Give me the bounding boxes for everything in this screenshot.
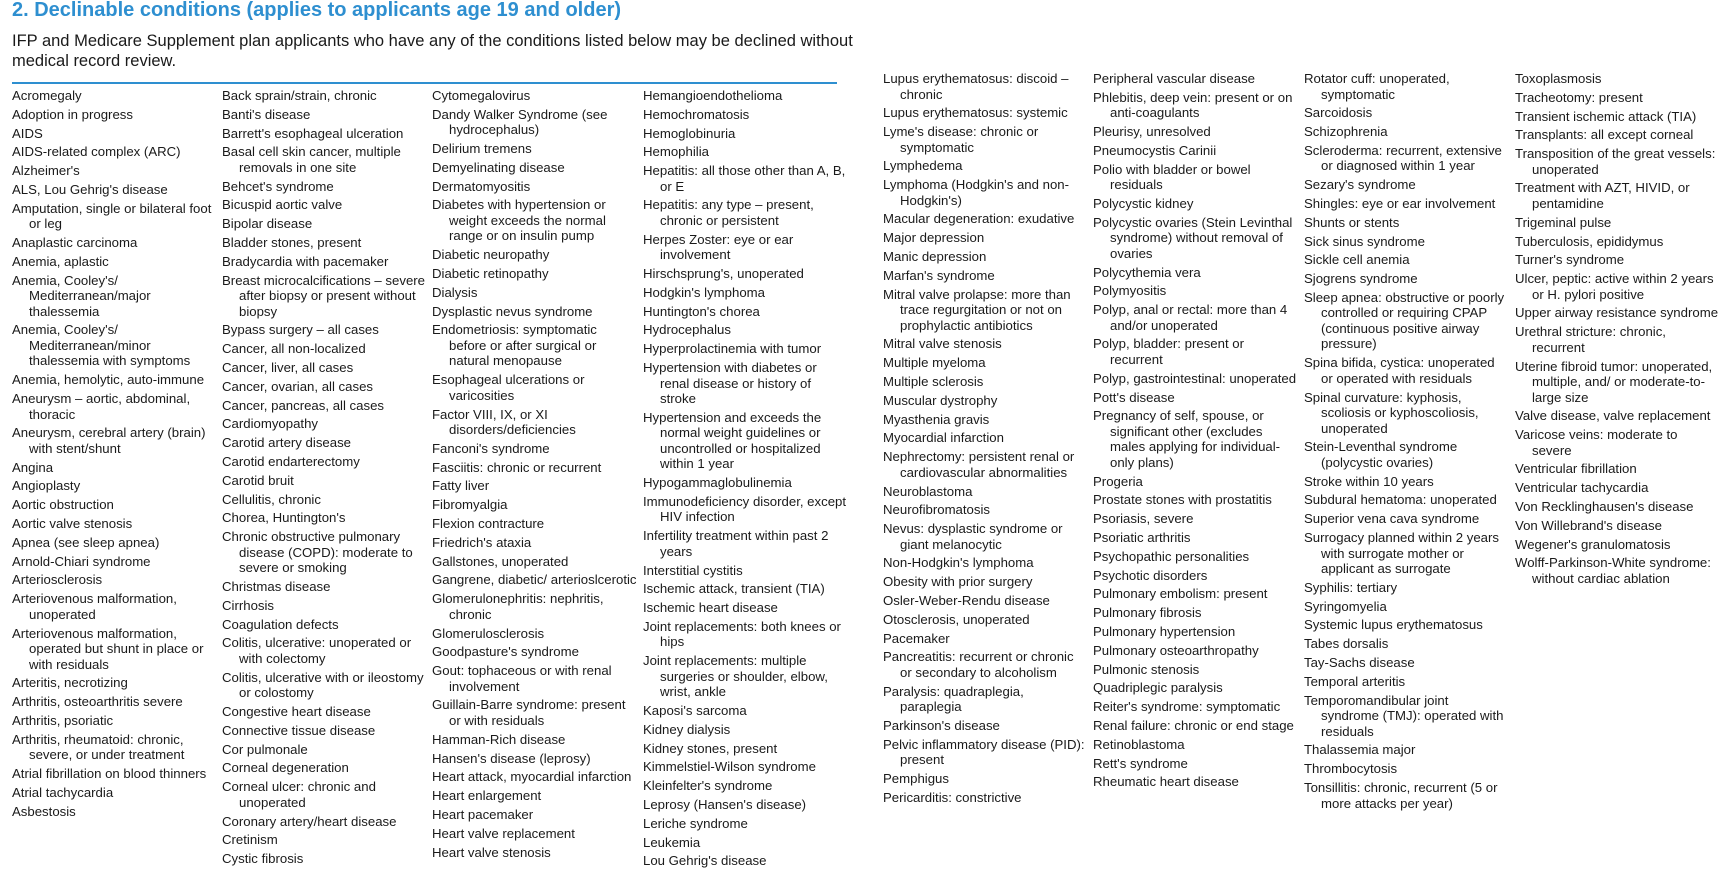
condition-item: Multiple sclerosis [883, 374, 984, 390]
condition-item: Arthritis, psoriatic [12, 712, 114, 728]
condition-item: Pelvic inflammatory disease (PID): present [883, 736, 1085, 768]
condition-item: Surrogacy planned within 2 years with surrogate mother or applicant as surrogate [1304, 530, 1499, 577]
condition-item: Hemangioendothelioma [643, 88, 783, 103]
conditions-column-5 [883, 71, 1088, 809]
condition-item: Gallstones, unoperated [432, 553, 569, 569]
condition-item: Kimmelstiel-Wilson syndrome [643, 759, 816, 775]
condition-item: Coagulation defects [222, 616, 339, 632]
condition-item: Obesity with prior surgery [883, 574, 1033, 590]
condition-item: Spinal curvature: kyphosis, scoliosis or kyphoscoliosis, unoperated [1304, 389, 1479, 436]
condition-item: Polyp, gastrointestinal: unoperated [1093, 370, 1297, 386]
condition-item: Arteritis, necrotizing [12, 675, 128, 691]
condition-item: AIDS-related complex (ARC) [12, 144, 181, 160]
condition-item: Von Recklinghausen's disease [1515, 499, 1694, 515]
condition-item: Retinoblastoma [1093, 736, 1185, 752]
condition-item: Hypertension with diabetes or renal disease or history of stroke [643, 360, 817, 407]
condition-item: Anemia, aplastic [12, 253, 109, 269]
condition-item: Hamman-Rich disease [432, 731, 566, 747]
condition-item: Bicuspid aortic valve [222, 197, 343, 213]
condition-item: Rett's syndrome [1093, 755, 1188, 771]
condition-item: Mitral valve stenosis [883, 336, 1002, 352]
condition-item: Friedrich's ataxia [432, 534, 532, 550]
condition-item: Pregnancy of self, spouse, or significant other (excludes males applying for individual-only plans) [1093, 408, 1281, 470]
condition-item: Varicose veins: moderate to severe [1515, 427, 1678, 458]
condition-item: Aneurysm – aortic, abdominal, thoracic [12, 391, 191, 422]
condition-item: Myocardial infarction [883, 430, 1004, 446]
condition-item: Bypass surgery – all cases [222, 322, 379, 338]
condition-item: Gout: tophaceous or with renal involvement [432, 663, 612, 694]
condition-item: Neuroblastoma [883, 483, 973, 499]
conditions-column-6 [1093, 71, 1298, 793]
condition-item: Polymyositis [1093, 283, 1167, 299]
condition-item: Kaposi's sarcoma [643, 703, 747, 719]
condition-item: Turner's syndrome [1515, 252, 1625, 268]
condition-item: Kidney dialysis [643, 721, 731, 737]
condition-item: Von Willebrand's disease [1515, 517, 1662, 533]
condition-item: Chronic obstructive pulmonary disease (COPD): moderate to severe or smoking [222, 529, 413, 576]
condition-item: Pneumocystis Carinii [1093, 142, 1217, 158]
condition-item: Cancer, liver, all cases [222, 360, 354, 376]
condition-item: Leriche syndrome [643, 815, 748, 831]
condition-item: Cellulitis, chronic [222, 491, 321, 507]
condition-item: Progeria [1093, 473, 1143, 489]
condition-item: Demyelinating disease [432, 159, 565, 175]
condition-item: Joint replacements: both knees or hips [643, 618, 841, 650]
condition-item: Pulmonary hypertension [1093, 624, 1236, 640]
condition-item: Ventricular fibrillation [1515, 461, 1637, 477]
condition-item: Nevus: dysplastic syndrome or giant melanocytic [883, 521, 1063, 552]
condition-item: Tay-Sachs disease [1304, 655, 1415, 671]
condition-item: Paralysis: quadraplegia, paraplegia [883, 683, 1024, 715]
condition-item: Cor pulmonale [222, 741, 308, 757]
condition-item: Anemia, Cooley's/ Mediterranean/major thalessemia [12, 272, 151, 319]
condition-item: Tuberculosis, epididymus [1515, 233, 1664, 249]
condition-item: Marfan's syndrome [883, 267, 995, 283]
condition-item: Spina bifida, cystica: unoperated or operated with residuals [1304, 355, 1495, 386]
condition-item: Pulmonic stenosis [1093, 661, 1200, 677]
condition-item: Hansen's disease (leprosy) [432, 750, 591, 766]
condition-item: Infertility treatment within past 2 years [643, 528, 829, 559]
condition-item: Transient ischemic attack (TIA) [1515, 108, 1697, 124]
condition-item: Psoriasis, severe [1093, 511, 1194, 527]
condition-item: Scleroderma: recurrent, extensive or diagnosed within 1 year [1304, 142, 1502, 174]
condition-item: Bladder stones, present [222, 235, 362, 251]
condition-item: Carotid endarterectomy [222, 454, 360, 470]
condition-item: Phlebitis, deep vein: present or on anti-coagulants [1093, 89, 1293, 121]
condition-item: Psoriatic arthritis [1093, 530, 1191, 546]
condition-item: Anaplastic carcinoma [12, 235, 138, 251]
condition-item: Colitis, ulcerative: unoperated or with colectomy [222, 635, 412, 666]
condition-item: Colitis, ulcerative with or ileostomy or colostomy [222, 669, 424, 701]
condition-item: Polycystic ovaries (Stein Levinthal syndrome) without removal of ovaries [1093, 214, 1293, 261]
condition-item: Tracheotomy: present [1515, 89, 1643, 105]
condition-item: Hepatitis: any type – present, chronic or persistent [643, 197, 814, 228]
condition-item: Coronary artery/heart disease [222, 813, 397, 829]
condition-item: Fibromyalgia [432, 497, 508, 513]
condition-item: Arteriovenous malformation, operated but shunt in place or with residuals [12, 625, 204, 672]
condition-item: Tabes dorsalis [1304, 636, 1389, 652]
condition-item: Cancer, ovarian, all cases [222, 378, 373, 394]
condition-item: Guillain-Barre syndrome: present or with residuals [432, 697, 626, 728]
condition-item: Bradycardia with pacemaker [222, 253, 389, 269]
condition-item: Dialysis [432, 284, 478, 300]
condition-item: Aortic valve stenosis [12, 516, 133, 532]
condition-item: Fasciitis: chronic or recurrent [432, 459, 602, 475]
condition-item: Stein-Leventhal syndrome (polycystic ovaries) [1304, 439, 1458, 470]
condition-item: Sleep apnea: obstructive or poorly controlled or requiring CPAP (continuous positive airway pressure) [1304, 289, 1505, 352]
condition-item: Polyp, anal or rectal: more than 4 and/or unoperated [1093, 302, 1288, 333]
condition-item: Polyp, bladder: present or recurrent [1093, 336, 1245, 367]
conditions-column-2 [222, 88, 427, 870]
condition-item: Syringomyelia [1304, 598, 1387, 614]
condition-item: Carotid artery disease [222, 435, 352, 451]
condition-item: Superior vena cava syndrome [1304, 511, 1480, 527]
condition-item: Anemia, hemolytic, auto-immune [12, 372, 205, 388]
condition-item: Apnea (see sleep apnea) [12, 534, 160, 550]
condition-item: Lou Gehrig's disease [643, 853, 767, 869]
condition-item: Heart pacemaker [432, 806, 534, 822]
condition-item: Back sprain/strain, chronic [222, 88, 377, 103]
condition-item: Lymphedema [883, 158, 963, 174]
condition-item: Otosclerosis, unoperated [883, 611, 1030, 627]
condition-item: Pancreatitis: recurrent or chronic or secondary to alcoholism [883, 649, 1074, 680]
condition-item: Fatty liver [432, 478, 490, 494]
condition-item: Sezary's syndrome [1304, 177, 1416, 193]
condition-item: Muscular dystrophy [883, 392, 998, 408]
condition-item: Goodpasture's syndrome [432, 644, 579, 660]
condition-item: ALS, Lou Gehrig's disease [12, 181, 168, 197]
condition-item: Cardiomyopathy [222, 416, 319, 432]
condition-item: Hemochromatosis [643, 106, 750, 122]
condition-item: Diabetic retinopathy [432, 266, 549, 282]
condition-item: Joint replacements: multiple surgeries or shoulder, elbow, wrist, ankle [643, 653, 828, 700]
condition-item: Transposition of the great vessels: unoperated [1515, 146, 1716, 177]
condition-item: Sarcoidosis [1304, 105, 1373, 121]
condition-item: Manic depression [883, 249, 987, 265]
conditions-column-4 [643, 88, 848, 872]
condition-item: Corneal ulcer: chronic and unoperated [222, 779, 376, 810]
condition-item: Ulcer, peptic: active within 2 years or H. pylori positive [1515, 271, 1714, 302]
condition-item: Thrombocytosis [1304, 761, 1398, 777]
condition-item: Sickle cell anemia [1304, 252, 1410, 268]
condition-item: Toxoplasmosis [1515, 71, 1602, 86]
condition-item: Congestive heart disease [222, 704, 371, 720]
condition-item: Sjogrens syndrome [1304, 271, 1418, 287]
condition-item: Cancer, pancreas, all cases [222, 397, 384, 413]
condition-item: Heart enlargement [432, 788, 542, 804]
condition-item: Alzheimer's [12, 163, 80, 179]
condition-item: Psychopathic personalities [1093, 548, 1250, 564]
condition-item: Flexion contracture [432, 516, 545, 532]
condition-item: Hypertension and exceeds the normal weight guidelines or uncontrolled or hospitalized within 1 year [643, 409, 822, 472]
condition-item: Angina [12, 459, 54, 475]
condition-item: Lymphoma (Hodgkin's and non-Hodgkin's) [883, 177, 1070, 208]
condition-item: Shingles: eye or ear involvement [1304, 195, 1496, 211]
condition-item: Carotid bruit [222, 472, 294, 488]
condition-item: Rotator cuff: unoperated, symptomatic [1304, 71, 1450, 102]
condition-item: Kidney stones, present [643, 740, 778, 756]
condition-item: Osler-Weber-Rendu disease [883, 593, 1050, 609]
condition-item: Fanconi's syndrome [432, 440, 550, 456]
conditions-column-8 [1515, 71, 1720, 590]
condition-item: Pulmonary osteoarthropathy [1093, 642, 1259, 658]
condition-item: Shunts or stents [1304, 214, 1400, 230]
condition-item: Endometriosis: symptomatic before or after surgical or natural menopause [432, 322, 597, 369]
condition-item: Reiter's syndrome: symptomatic [1093, 699, 1281, 715]
condition-item: Diabetic neuropathy [432, 247, 550, 263]
condition-item: Wolff-Parkinson-White syndrome: without cardiac ablation [1515, 555, 1711, 586]
condition-item: Basal cell skin cancer, multiple removals in one site [222, 144, 401, 175]
condition-item: Dermatomyositis [432, 178, 531, 194]
condition-item: Hypogammaglobulinemia [643, 475, 792, 491]
condition-item: Aortic obstruction [12, 497, 114, 513]
condition-item: Syphilis: tertiary [1304, 579, 1398, 595]
condition-item: Stroke within 10 years [1304, 473, 1434, 489]
condition-item: Non-Hodgkin's lymphoma [883, 555, 1034, 571]
conditions-column-7 [1304, 71, 1509, 814]
condition-item: Dandy Walker Syndrome (see hydrocephalus) [432, 106, 608, 138]
condition-item: Diabetes with hypertension or weight exceeds the normal range or on insulin pump [432, 197, 606, 244]
condition-item: Lupus erythematosus: systemic [883, 105, 1068, 121]
condition-item: Factor VIII, IX, or XI disorders/deficiencies [432, 406, 576, 438]
condition-item: Huntington's chorea [643, 303, 760, 319]
condition-item: Cystic fibrosis [222, 851, 304, 867]
condition-item: Parkinson's disease [883, 718, 1000, 734]
condition-item: Pulmonary embolism: present [1093, 586, 1268, 602]
condition-item: Hydrocephalus [643, 322, 731, 338]
condition-item: Behcet's syndrome [222, 178, 334, 194]
condition-item: Nephrectomy: persistent renal or cardiovascular abnormalities [883, 449, 1075, 480]
condition-item: Ventricular tachycardia [1515, 480, 1649, 496]
conditions-column-1 [12, 88, 217, 822]
condition-item: Cretinism [222, 832, 278, 848]
condition-item: Polio with bladder or bowel residuals [1093, 161, 1251, 193]
condition-item: Atrial tachycardia [12, 784, 114, 800]
condition-item: Atrial fibrillation on blood thinners [12, 766, 207, 782]
condition-item: Macular degeneration: exudative [883, 211, 1075, 227]
divider-rule [12, 82, 837, 84]
condition-item: Arteriovenous malformation, unoperated [12, 591, 177, 622]
condition-item: Connective tissue disease [222, 722, 376, 738]
condition-item: Corneal degeneration [222, 760, 349, 776]
condition-item: Temporal arteritis [1304, 673, 1406, 689]
condition-item: Heart valve replacement [432, 825, 575, 841]
condition-item: Pericarditis: constrictive [883, 789, 1022, 805]
condition-item: Polycystic kidney [1093, 195, 1194, 211]
condition-item: Psychotic disorders [1093, 567, 1208, 583]
condition-item: Esophageal ulcerations or varicosities [432, 372, 585, 403]
condition-item: Schizophrenia [1304, 124, 1388, 140]
condition-item: Upper airway resistance syndrome [1515, 305, 1719, 321]
condition-item: Amputation, single or bilateral foot or leg [12, 200, 212, 232]
condition-item: Mitral valve prolapse: more than trace regurgitation or not on prophylactic antibiotics [883, 286, 1071, 333]
condition-item: Aneurysm, cerebral artery (brain) with stent/shunt [12, 425, 206, 456]
condition-item: Ischemic attack, transient (TIA) [643, 581, 825, 597]
condition-item: Bipolar disease [222, 216, 313, 232]
condition-item: Interstitial cystitis [643, 562, 743, 578]
condition-item: Myasthenia gravis [883, 411, 990, 427]
condition-item: Systemic lupus erythematosus [1304, 617, 1483, 633]
condition-item: Kleinfelter's syndrome [643, 778, 773, 794]
condition-item: Asbestosis [12, 803, 76, 819]
condition-item: Arnold-Chiari syndrome [12, 553, 151, 569]
condition-item: Quadriplegic paralysis [1093, 680, 1223, 696]
condition-item: Dysplastic nevus syndrome [432, 303, 593, 319]
condition-item: Cancer, all non-localized [222, 341, 366, 357]
condition-item: Ischemic heart disease [643, 600, 778, 616]
condition-item: Hodgkin's lymphoma [643, 284, 765, 300]
condition-item: Glomerulosclerosis [432, 625, 545, 641]
condition-item: Lupus erythematosus: discoid – chronic [883, 71, 1069, 102]
condition-item: AIDS [12, 125, 43, 141]
condition-item: Pleurisy, unresolved [1093, 124, 1211, 140]
condition-item: Hemophilia [643, 144, 709, 160]
conditions-column-3 [432, 88, 637, 863]
condition-item: Glomerulonephritis: nephritis, chronic [432, 591, 604, 622]
condition-item: Wegener's granulomatosis [1515, 536, 1671, 552]
section-heading: 2. Declinable conditions (applies to applicants age 19 and older) [12, 0, 622, 21]
condition-item: Delirium tremens [432, 141, 532, 157]
condition-item: Renal failure: chronic or end stage [1093, 718, 1294, 734]
intro-paragraph: IFP and Medicare Supplement plan applicants who have any of the conditions listed below may be declined without medical record review. [12, 32, 853, 70]
condition-item: Arteriosclerosis [12, 572, 103, 588]
condition-item: Subdural hematoma: unoperated [1304, 492, 1497, 508]
condition-item: Herpes Zoster: eye or ear involvement [643, 231, 794, 263]
condition-item: Chorea, Huntington's [222, 510, 346, 526]
condition-item: Multiple myeloma [883, 355, 986, 371]
condition-item: Heart attack, myocardial infarction [432, 769, 632, 785]
condition-item: Lyme's disease: chronic or symptomatic [883, 124, 1039, 155]
condition-item: Pacemaker [883, 630, 950, 646]
condition-item: Barrett's esophageal ulceration [222, 125, 404, 141]
condition-item: Urethral stricture: chronic, recurrent [1515, 324, 1666, 355]
condition-item: Temporomandibular joint syndrome (TMJ): operated with residuals [1304, 692, 1504, 739]
condition-item: Heart valve stenosis [432, 844, 551, 860]
condition-item: Cirrhosis [222, 597, 275, 613]
condition-item: Hyperprolactinemia with tumor [643, 341, 822, 357]
condition-item: Anemia, Cooley's/ Mediterranean/minor thalessemia with symptoms [12, 322, 191, 369]
condition-item: Tonsillitis: chronic, recurrent (5 or more attacks per year) [1304, 780, 1498, 811]
condition-item: Prostate stones with prostatitis [1093, 492, 1272, 508]
condition-item: Neurofibromatosis [883, 502, 991, 518]
condition-item: Thalassemia major [1304, 742, 1416, 758]
condition-item: Major depression [883, 230, 985, 246]
condition-item: Hemoglobinuria [643, 125, 736, 141]
condition-item: Adoption in progress [12, 106, 133, 122]
condition-item: Acromegaly [12, 88, 82, 103]
condition-item: Angioplasty [12, 478, 81, 494]
condition-item: Hirschsprung's, unoperated [643, 266, 804, 282]
condition-item: Pott's disease [1093, 389, 1175, 405]
condition-item: Sick sinus syndrome [1304, 233, 1425, 249]
condition-item: Immunodeficiency disorder, except HIV infection [643, 493, 847, 525]
condition-item: Leprosy (Hansen's disease) [643, 797, 807, 813]
condition-item: Hepatitis: all those other than A, B, or E [643, 163, 846, 194]
condition-item: Rheumatic heart disease [1093, 774, 1239, 790]
condition-item: Christmas disease [222, 579, 331, 595]
condition-item: Leukemia [643, 834, 701, 850]
condition-item: Valve disease, valve replacement [1515, 408, 1711, 424]
condition-item: Peripheral vascular disease [1093, 71, 1255, 86]
condition-item: Arthritis, rheumatoid: chronic, severe, or under treatment [12, 731, 185, 763]
condition-item: Trigeminal pulse [1515, 214, 1612, 230]
condition-item: Breast microcalcifications – severe after biopsy or present without biopsy [222, 272, 426, 319]
condition-item: Uterine fibroid tumor: unoperated, multiple, and/ or moderate-to-large size [1515, 358, 1713, 405]
condition-item: Treatment with AZT, HIVID, or pentamidine [1515, 180, 1690, 211]
condition-item: Pemphigus [883, 771, 949, 787]
condition-item: Transplants: all except corneal [1515, 127, 1694, 143]
condition-item: Arthritis, osteoarthritis severe [12, 694, 183, 710]
condition-item: Polycythemia vera [1093, 264, 1201, 280]
condition-item: Pulmonary fibrosis [1093, 605, 1202, 621]
condition-item: Gangrene, diabetic/ arterioslcerotic [432, 572, 637, 588]
condition-item: Cytomegalovirus [432, 88, 531, 103]
condition-item: Banti's disease [222, 106, 311, 122]
